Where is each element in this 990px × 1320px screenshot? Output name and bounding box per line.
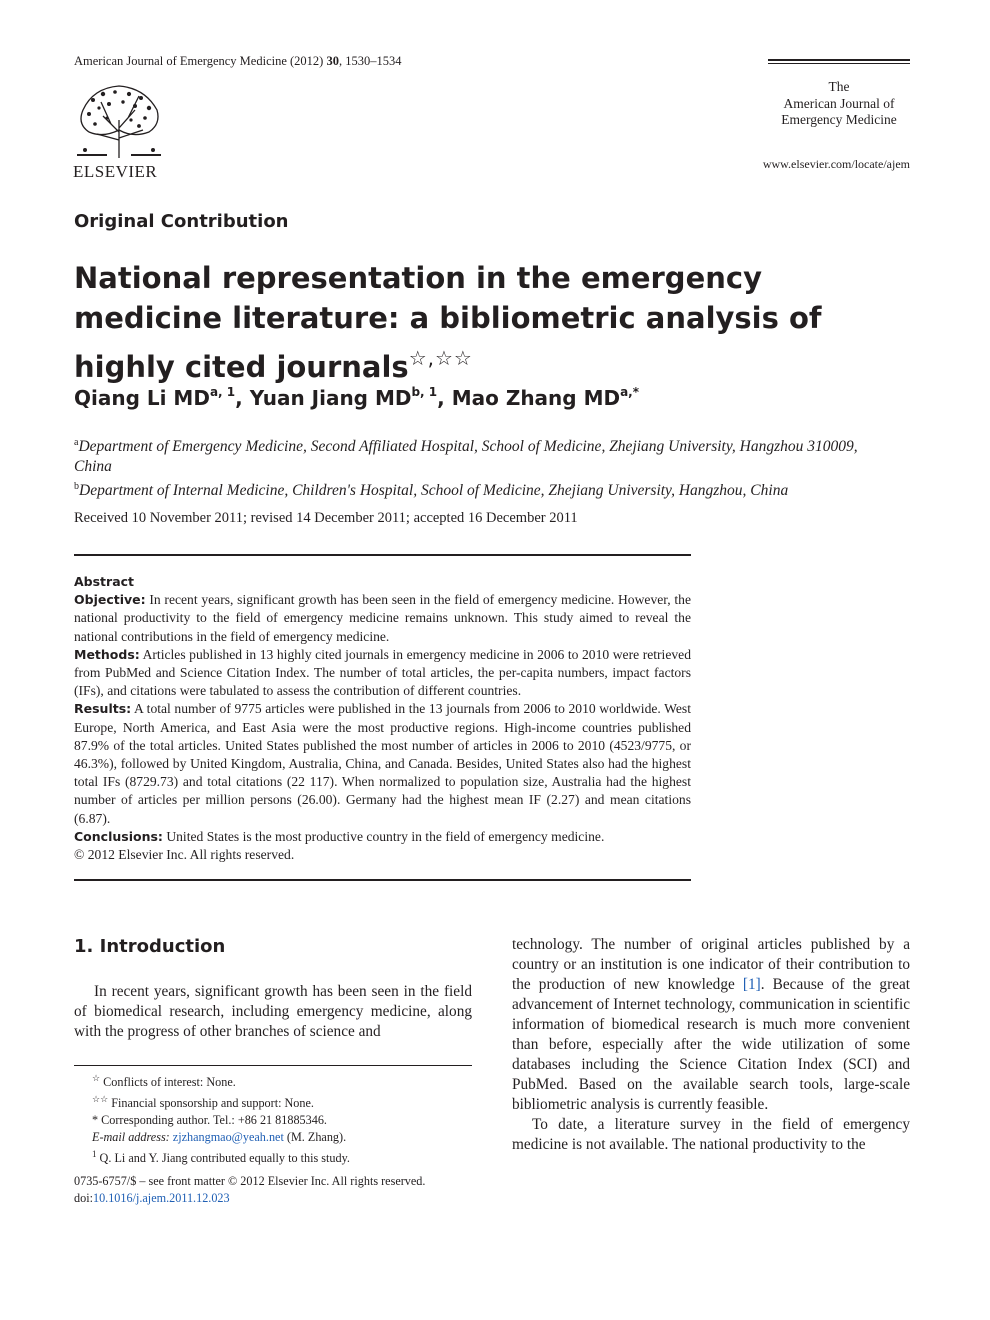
footnote: ☆☆ Financial sponsorship and support: None. [92, 1094, 314, 1110]
journal-name-line: Emergency Medicine [781, 112, 897, 127]
abstract-methods: Methods: Articles published in 13 highly cited journals in emergency medicine in 2006 to 2010 were retrieved from PubMed and Science Citation Index. The number of total articles, the per-capita numbers, impact factors (IFs), and citations were tabulated to assess the contribution of different countries. [74, 646, 691, 699]
affiliations [74, 433, 874, 501]
author-name[interactable]: Qiang Li MD [74, 386, 210, 410]
paragraph: technology. The number of original articles published by a country or an institution is one indicator of their contribution to the production of new knowledge [1]. Because of the great advancement of Internet technology, communication in scientific information of biomedical research is much more convenient than before, especially after the wide utilization of some databases including the Science Citation Index (SCI) and PubMed. Based on the available search tools, large-scale bibliometric analysis is currently feasible. [512, 936, 910, 1113]
journal-name-line: The [828, 79, 850, 94]
affiliation: $^b$Department of Internal Medicine, Children's Hospital, School of Medicine, Zhejiang University, Hangzhou, China [74, 481, 789, 499]
abstract-rule-bottom [74, 879, 691, 881]
abstract-heading: Abstract [74, 574, 135, 589]
footnote-email: E-mail address: zjzhangmao@yeah.net (M. Zhang). [92, 1130, 347, 1144]
abstract [74, 573, 691, 864]
section-heading: 1. Introduction [74, 936, 226, 957]
author-name[interactable]: Yuan Jiang MD [249, 386, 412, 410]
journal-rule-thin [768, 63, 910, 64]
journal-url[interactable]: www.elsevier.com/locate/ajem [762, 157, 910, 171]
paragraph: In recent years, significant growth has been seen in the field of biomedical research, including emergency medicine, along with the progress of other branches of science and [74, 983, 472, 1040]
footnote-rule [74, 1065, 472, 1066]
abstract-results: Results: A total number of 9775 articles were published in the 13 journals from 2006 to 2010 worldwide. West Europe, North America, and East Asia were the most productive regions. High-income countries published 87.9% of the total articles. United States published the most number of articles in 2006 to 2010 (4523/9775, or 46.3%), followed by United Kingdom, Australia, China, and Canada. Besides, United States also had the highest total IFs (8729.73) and total citations (22 117). When normalized to population size, Australia had the highest number of articles per million persons (26.00). Germany had the highest mean IF (2.27) and mean citations (6.87). [74, 701, 691, 826]
email-link[interactable]: zjzhangmao@yeah.net [172, 1130, 284, 1144]
journal-citation: American Journal of Emergency Medicine (2012) 30, 1530–1534 [74, 54, 402, 68]
title-footnote-marks: ☆,☆☆ [408, 346, 473, 370]
abstract-rule-top [74, 554, 691, 556]
article-title: National representation in the emergency medicine literature: a bibliometric analysis of highly cited journals☆,☆☆ [74, 261, 822, 384]
doi-link[interactable]: 10.1016/j.ajem.2011.12.023 [92, 1191, 230, 1205]
front-matter [74, 1173, 484, 1207]
journal-name-line: American Journal of [783, 95, 895, 111]
abstract-objective: Objective: In recent years, significant growth has been seen in the field of emergency medicine. However, the national productivity to the field of emergency medicine remains unknown. This study aimed to reveal the national contributions in the field of emergency medicine. [74, 592, 691, 644]
abstract-conclusions: Conclusions: United States is the most productive country in the field of emergency medicine. [74, 828, 605, 844]
footnotes [74, 1070, 472, 1167]
article-type: Original Contribution [74, 211, 289, 232]
reference-link[interactable]: [1] [742, 976, 761, 993]
footnote: * Corresponding author. Tel.: +86 21 81885346. [92, 1113, 327, 1127]
journal-rule [768, 59, 910, 61]
paragraph: To date, a literature survey in the field of emergency medicine is not available. The national productivity to the [512, 1116, 910, 1153]
intro-column-1 [74, 982, 472, 1042]
footnote: $^1$ Q. Li and Y. Jiang contributed equally to this study. [92, 1149, 350, 1165]
author-name[interactable]: Mao Zhang MD [451, 386, 621, 410]
author-list: Qiang Li MD$^{a, 1}$, Yuan Jiang MD$^{b, 1}$, Mao Zhang $MD^{a,*}$ [74, 385, 640, 410]
doi-line: doi:10.1016/j.ajem.2011.12.023 [74, 1191, 230, 1205]
issn-line: 0735-6757/$ – see front matter © 2012 Elsevier Inc. All rights reserved. [74, 1174, 426, 1188]
intro-column-2 [512, 935, 910, 1155]
elsevier-tree-icon [73, 80, 165, 160]
elsevier-wordmark: ELSEVIER [73, 162, 158, 181]
affiliation: $^a$Department of Emergency Medicine, Second Affiliated Hospital, School of Medicine, Zhejiang University, Hangzhou 310009, China [74, 437, 858, 475]
received-dates: Received 10 November 2011; revised 14 December 2011; accepted 16 December 2011 [74, 510, 578, 526]
abstract-copyright: © 2012 Elsevier Inc. All rights reserved. [74, 847, 295, 863]
footnote: ☆ Conflicts of interest: None. [92, 1073, 236, 1089]
journal-name [768, 79, 910, 129]
elsevier-logo [73, 80, 165, 184]
